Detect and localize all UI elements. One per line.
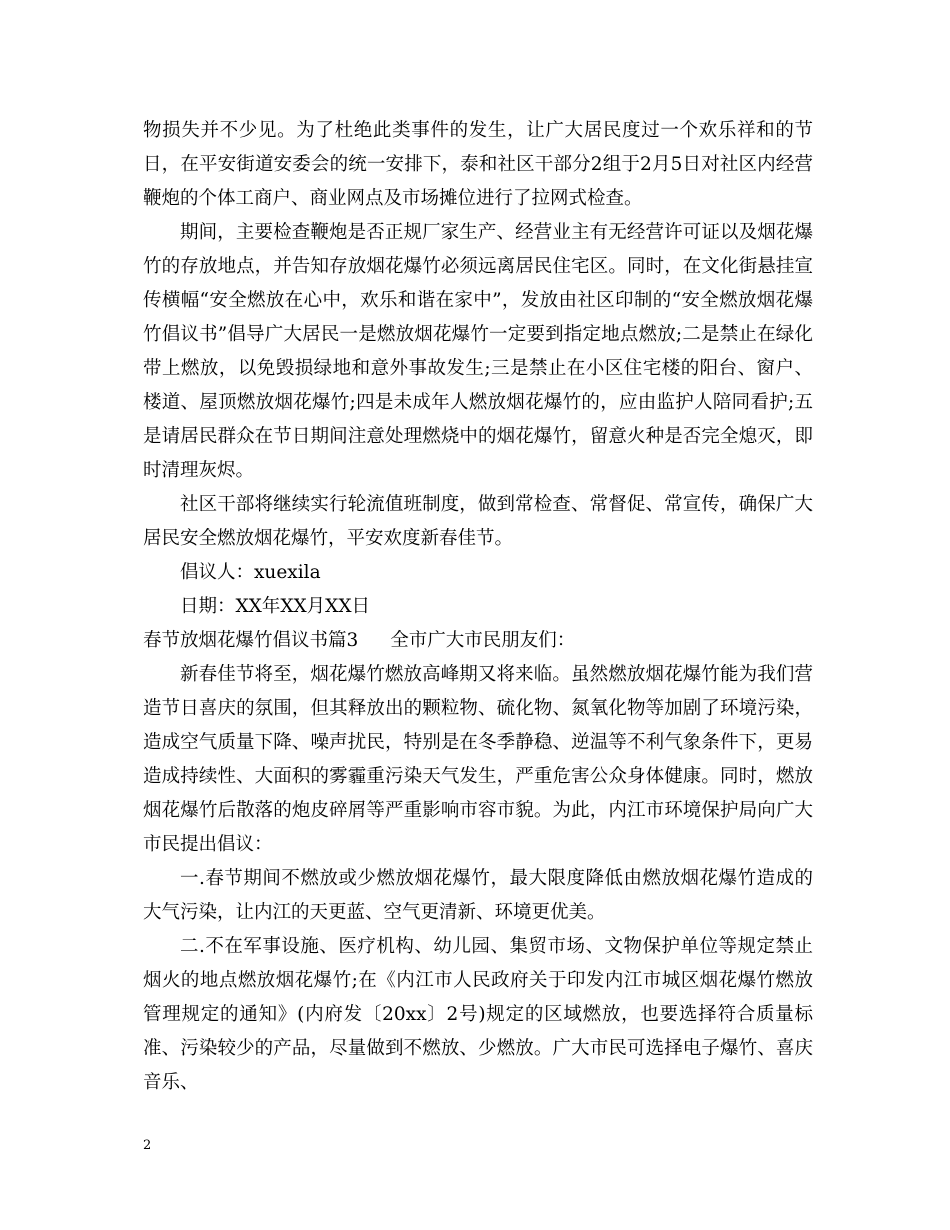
section-title: 春节放烟花爆竹倡议书篇3: [143, 630, 359, 651]
paragraph: 社区干部将继续实行轮流值班制度，做到常检查、常督促、常宣传，确保广大居民安全燃放烟花爆竹，平安欢度新春佳节。: [143, 494, 813, 549]
proposer-line: 倡议人：xuexila: [180, 562, 321, 583]
paragraph: 新春佳节将至，烟花爆竹燃放高峰期又将来临。虽然燃放烟花爆竹能为我们营造节日喜庆的氛围，但其释放出的颗粒物、硫化物、氮氧化物等加剧了环境污染，造成空气质量下降、噪声扰民，特别是在冬季静稳、逆温等不利气象条件下，更易造成持续性、大面积的雾霾重污染天气发生，严重危害公众身体健康。同时，燃放烟花爆竹后散落的炮皮碎屑等严重影响市容市貌。为此，内江市环境保护局向广大市民提出倡议：: [143, 664, 813, 855]
date-line: 日期：XX年XX月XX日: [180, 596, 371, 617]
paragraph: 一.春节期间不燃放或少燃放烟花爆竹，最大限度降低由燃放烟花爆竹造成的大气污染，让内江的天更蓝、空气更清新、环境更优美。: [143, 868, 813, 923]
page-number: 2: [143, 1138, 152, 1153]
paragraph: 物损失并不少见。为了杜绝此类事件的发生，让广大居民度过一个欢乐祥和的节日，在平安街道安委会的统一安排下，泰和社区干部分2组于2月5日对社区内经营鞭炮的个体工商户、商业网点及市场摊位进行了拉网式检查。: [143, 120, 813, 209]
section-heading: [143, 624, 813, 658]
document-body: [143, 114, 813, 1100]
paragraph: 期间，主要检查鞭炮是否正规厂家生产、经营业主有无经营许可证以及烟花爆竹的存放地点，并告知存放烟花爆竹必须远离居民住宅区。同时，在文化街悬挂宣传横幅“安全燃放在心中，欢乐和谐在家中”，发放由社区印制的“安全燃放烟花爆竹倡议书”倡导广大居民一是燃放烟花爆竹一定要到指定地点燃放;二是禁止在绿化带上燃放，以免毁损绿地和意外事故发生;三是禁止在小区住宅楼的阳台、窗户、楼道、屋顶燃放烟花爆竹;四是未成年人燃放烟花爆竹的，应由监护人陪同看护;五是请居民群众在节日期间注意处理燃烧中的烟花爆竹，留意火种是否完全熄灭，即时清理灰烬。: [143, 222, 813, 481]
paragraph: 二.不在军事设施、医疗机构、幼儿园、集贸市场、文物保护单位等规定禁止烟火的地点燃放烟花爆竹;在《内江市人民政府关于印发内江市城区烟花爆竹燃放管理规定的通知》(内府发〔20xx〕2号)规定的区域燃放，也要选择符合质量标准、污染较少的产品，尽量做到不燃放、少燃放。广大市民可选择电子爆竹、喜庆音乐、: [143, 936, 813, 1093]
salutation: 全市广大市民朋友们：: [390, 630, 576, 651]
